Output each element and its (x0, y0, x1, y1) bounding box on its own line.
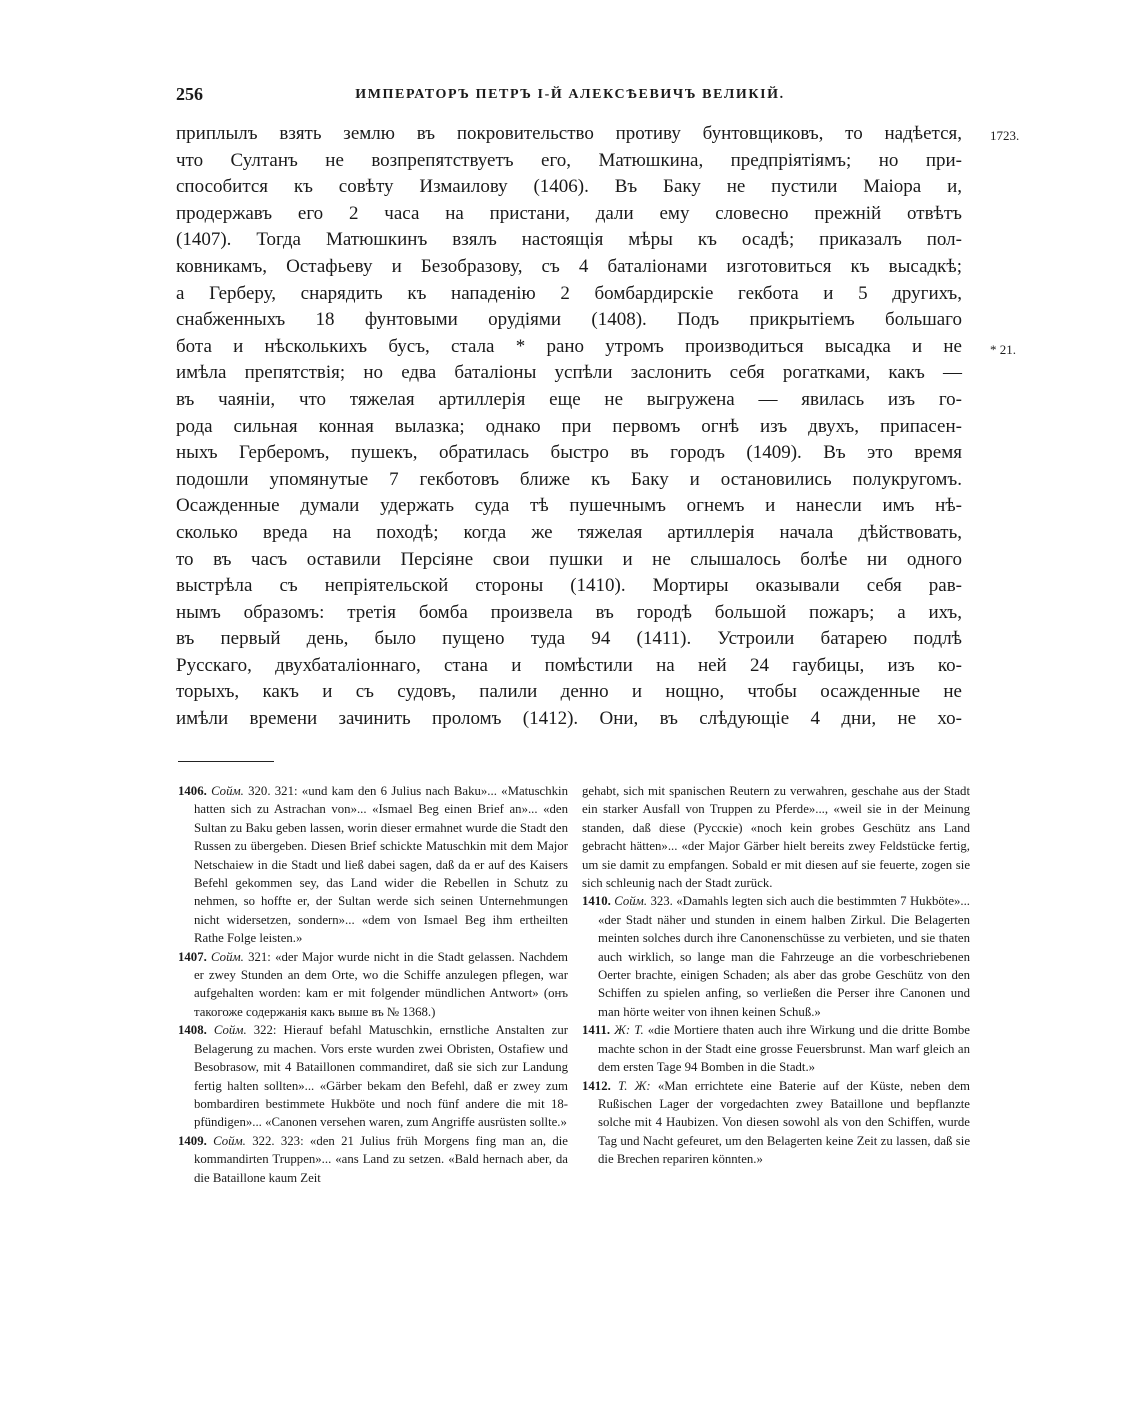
body-line: а Герберу, снарядить къ нападенію 2 бомбардирскіе гекбота и 5 другихъ, (176, 282, 962, 304)
footnote-entry (178, 948, 568, 1022)
footnote-source: Сойм. (211, 949, 244, 964)
footnote-source: Сойм. (213, 1133, 246, 1148)
body-line: въ чаяніи, что тяжелая артиллерія еще не выгружена — явилась изъ го- (176, 388, 962, 410)
running-head: ИМПЕРАТОРЪ ПЕТРЪ I-Й АЛЕКСѢЕВИЧЪ ВЕЛИКІЙ. (355, 87, 785, 102)
body-line: подошли упомянутые 7 гекботовъ ближе къ Баку и остановились полукругомъ. (176, 468, 962, 490)
footnote-entry (178, 782, 568, 948)
footnote-text: «die Mortiere thaten auch ihre Wirkung und die dritte Bombe machte schon in der Stadt eine grosse Feuersbrunst. Man warf gleich an dem ersten Tage 94 Bomben in die Stadt.» (598, 1023, 970, 1075)
footnote-entry (178, 1021, 568, 1131)
body-line: рода сильная конная вылазка; однако при первомъ огнѣ изъ двухъ, припасен- (176, 415, 962, 437)
footnote-number: 1411. (582, 1023, 611, 1038)
body-line: снабженныхъ 18 фунтовыми орудіями (1408). Подъ прикрытіемъ большаго (176, 309, 962, 331)
body-line: сколько вреда на походѣ; когда же тяжелая артиллерія начала дѣйствовать, (176, 521, 962, 543)
body-line: выстрѣла съ непріятельской стороны (1410). Мортиры оказывали себя рав- (176, 575, 962, 597)
footnote-source: Ж: Т. (614, 1023, 644, 1038)
body-line: то въ часъ оставили Персіяне свои пушки и не слышалось болѣе ни одного (176, 548, 962, 570)
footnote-text: «Man errichtete eine Baterie auf der Küste, neben dem Rußischen Lager der vorgedachten zwey Bataillone und bepflanzte solche mit 4 Haubizen. Von diesen sowohl als von den Schiffen, wurde Tag und Nacht gefeuret, um den Belagerten keine Zeit zu lassen, daß sie die Brechen repariren könnten.» (598, 1078, 970, 1167)
body-line: ныхъ Герберомъ, пушекъ, обратилась быстро въ городъ (1409). Въ это время (176, 442, 962, 464)
footnote-entry (178, 1132, 568, 1187)
footnote-number: 1409. (178, 1133, 207, 1148)
footnote-source: Сойм. (614, 894, 648, 909)
footnote-source: Сойм. (213, 1023, 247, 1038)
footnote-source: Сойм. (211, 784, 244, 798)
main-body-text (176, 121, 962, 733)
body-line: имѣли времени зачинить проломъ (1412). Они, въ слѣдующіе 4 дни, не хо- (176, 708, 962, 730)
footnote-number: 1412. (582, 1078, 611, 1093)
body-line: имѣла препятствія; но едва баталіоны успѣли заслонить себя рогатками, какъ — (176, 362, 962, 384)
footnote-text: 322: Hierauf befahl Matuschkin, ernstliche Anstalten zur Belagerung zu machen. Vors erste wurden zwei Obristen, Ostafiew und Besobrasow, mit 4 Bataillonen commandiret, daß sie sich zur Landung fertig halten sollten»... «Gärber bekam den Befehl, daß er zwey zum bombardiren bestimmete Hukböte und noch fünf andere die mit 18-pfündigen»... «Canonen versehen waren, zum Angriffe ausrüsten sollte.» (194, 1023, 568, 1130)
body-line: что Султанъ не возпрепятствуетъ его, Матюшкина, предпріятіямъ; но при- (176, 149, 962, 171)
footnotes-left-column (178, 782, 568, 1187)
footnote-text: 323. «Damahls legten sich auch die bestimmten 7 Hukböte»... «der Stadt näher und stunden in einem halben Zirkul. Die Belagerten meinten solches durch ihre Canonenschüsse zu verbieten, und sie thaten auch wirklich, so lange man die Fahrzeuge an die vorbeschriebenen Oerter brachte, einigen Schaden; als aber das grobe Geschütz von den Schiffen zu spielen anfing, so verließen die Perser ihre Canonen und man hörte weiter von ihnen keinen Schuß.» (598, 894, 971, 1019)
body-line: нымъ образомъ: третія бомба произвела въ городѣ большой пожаръ; а ихъ, (176, 601, 962, 623)
footnote-rule (178, 761, 274, 762)
body-line: бота и нѣсколькихъ бусъ, стала * рано утромъ производиться высадка и не (176, 335, 962, 357)
body-line: въ первый день, было пущено туда 94 (1411). Устроили батарею подлѣ (176, 628, 962, 650)
body-line: приплылъ взять землю въ покровительство противу бунтовщиковъ, то надѣется, (176, 123, 962, 144)
body-line: торыхъ, какъ и съ судовъ, палили денно и нощно, чтобы осажденные не (176, 681, 962, 703)
footnote-entry (582, 1021, 970, 1076)
footnote-source: Т. Ж: (617, 1078, 651, 1093)
body-line: ковникамъ, Остафьеву и Безобразову, съ 4 баталіонами изготовиться къ высадкѣ; (176, 255, 962, 277)
margin-note-day: * 21. (990, 342, 1016, 357)
footnote-number: 1410. (582, 894, 611, 909)
footnote-text: gehabt, sich mit spanischen Reutern zu verwahren, geschahe aus der Stadt ein starker Ausfall von Truppen zu Pferde»..., «weil sie in der Meinung standen, daß diese (Русскіе) «noch kein grobes Geschütz ans Land gebracht hätten»... «der Major Gärber hielt bereits zwey Feldstücke fertig, um sie damit zu empfangen. Sobald er mit diesen auf sie feuerte, zogen sie sich schleunig nach der Stadt zurück. (582, 784, 970, 891)
footnote-entry (582, 1077, 970, 1169)
page-number: 256 (176, 84, 203, 104)
margin-note-year: 1723. (990, 128, 1020, 143)
footnote-number: 1408. (178, 1023, 207, 1038)
body-line: (1407). Тогда Матюшкинъ взялъ настоящія мѣры къ осадѣ; приказалъ пол- (176, 229, 962, 251)
footnote-text: 322. 323: «den 21 Julius früh Morgens fing man an, die kommandirten Truppen»... «ans Land zu setzen. «Bald hernach aber, da die Bataillone kaum Zeit (194, 1133, 568, 1185)
body-line: Русскаго, двухбаталіоннаго, стана и помѣстили на ней 24 гаубицы, изъ ко- (176, 654, 962, 676)
body-line: продержавъ его 2 часа на пристани, дали ему словесно прежній отвѣтъ (176, 202, 962, 224)
footnote-text: 321: «der Major wurde nicht in die Stadt gelassen. Nachdem er zwey Stunden an dem Orte, wo die Schiffe anzulegen pflegen, war aufgehalten worden: kam er mit folgender mündlichen Antwort» (онъ такогоже содержанія какъ выше въ № 1368.) (194, 949, 568, 1019)
body-line: способится къ совѣту Измаилову (1406). Въ Баку не пустили Маіора и, (176, 176, 962, 198)
body-line: Осажденные думали удержать суда тѣ пушечнымъ огнемъ и нанесли имъ нѣ- (176, 495, 962, 517)
footnote-number: 1407. (178, 949, 207, 964)
footnote-entry (582, 782, 970, 892)
footnotes-right-column (582, 782, 970, 1169)
footnote-number: 1406. (178, 784, 207, 798)
footnote-text: 320. 321: «und kam den 6 Julius nach Baku»... «Matuschkin hatten sich zu Astrachan von»... «Ismael Beg einen Brief an»... «den Sultan zu Baku geben lassen, worin dieser ermahnet wurde die Stadt den Russen zu übergeben. Diesen Brief schickte Matuschkin mit dem Major Netschaiew in die Stadt und ließ dabei sagen, daß da er auf des Kaisers Befehl gekommen sey, das Land wider die Rebellen in Schutz zu nehmen, so hoffte er, der Sultan werde sich seinen Unternehmungen nicht widersetzen, sondern»... «dem von Ismael Beg ihm ertheilten Rathe Folge leisten.» (194, 784, 568, 946)
footnote-entry (582, 892, 970, 1021)
